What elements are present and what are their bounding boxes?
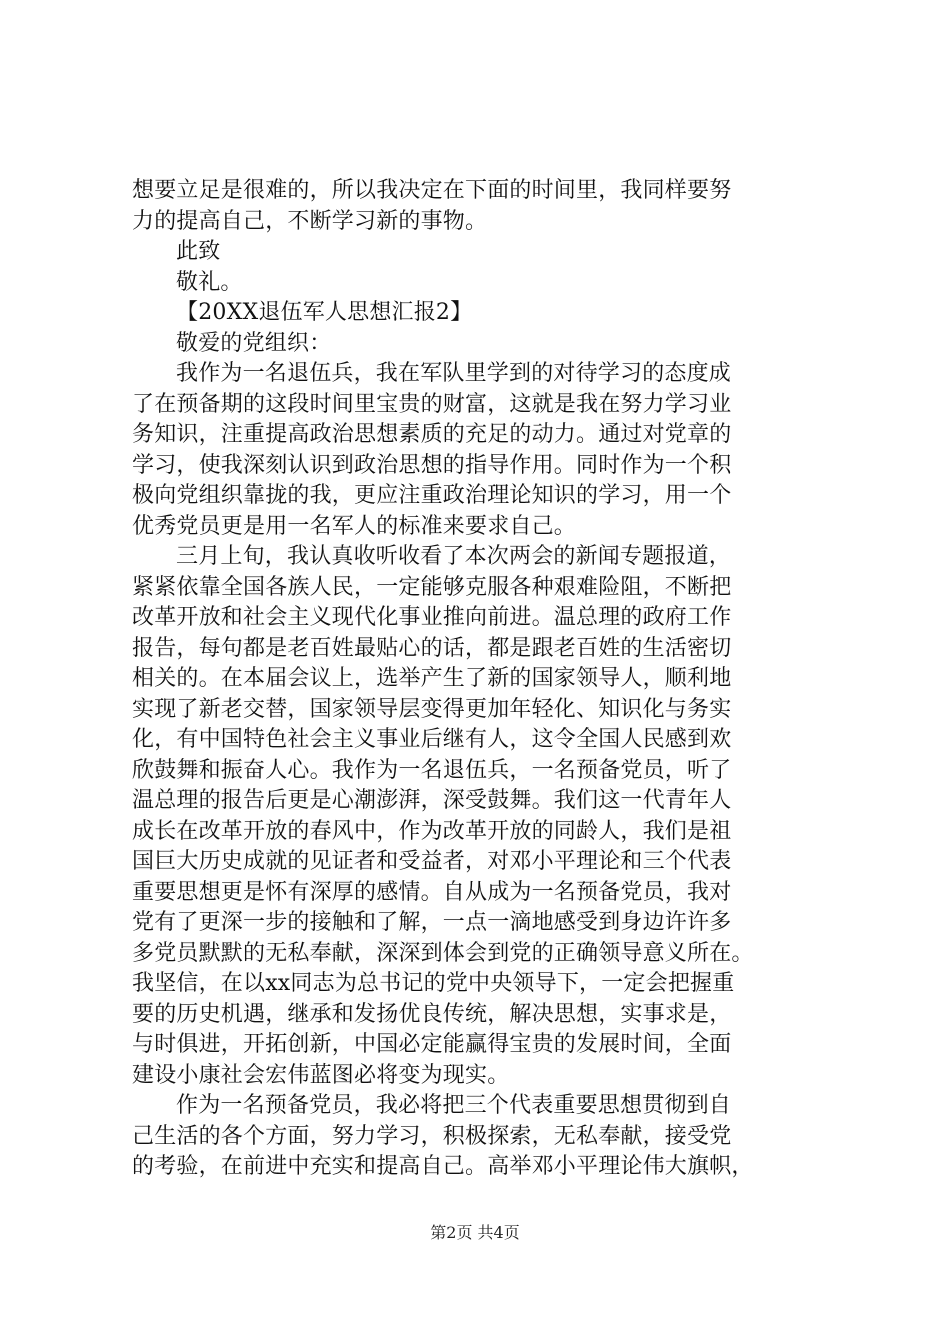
text-line: 的考验，在前进中充实和提高自己。高举邓小平理论伟大旗帜， [132, 1154, 754, 1179]
text-line: 紧紧依靠全国各族人民，一定能够克服各种艰难险阻，不断把 [132, 574, 732, 600]
text-line: 三月上旬，我认真收听收看了本次两会的新闻专题报道， [176, 544, 732, 569]
text-line: 敬礼。 [176, 269, 243, 295]
text-line: 己生活的各个方面，努力学习，积极探索，无私奉献，接受党 [132, 1123, 732, 1149]
text-line: 想要立足是很难的，所以我决定在下面的时间里，我同样要努 [132, 178, 732, 203]
text-line: 了在预备期的这段时间里宝贵的财富，这就是我在努力学习业 [132, 391, 732, 417]
text-line: 国巨大历史成就的见证者和受益者，对邓小平理论和三个代表 [132, 849, 732, 874]
text-line: 相关的。在本届会议上，选举产生了新的国家领导人，顺利地 [132, 666, 732, 691]
text-line: 我坚信，在以xx同志为总书记的党中央领导下，一定会把握重 [132, 971, 735, 996]
text-line: 敬爱的党组织： [176, 330, 332, 356]
text-line: 务知识，注重提高政治思想素质的充足的动力。通过对党章的 [132, 422, 732, 447]
text-line: 建设小康社会宏伟蓝图必将变为现实。 [132, 1062, 510, 1088]
text-line: 党有了更深一步的接触和了解，一点一滴地感受到身边许许多 [132, 910, 732, 935]
text-line: 实现了新老交替，国家领导层变得更加年轻化、知识化与务实 [132, 696, 732, 722]
text-line: 欣鼓舞和振奋人心。我作为一名退伍兵，一名预备党员，听了 [132, 757, 732, 783]
text-line: 要的历史机遇，继承和发扬优良传统，解决思想，实事求是， [132, 1001, 732, 1027]
text-line: 学习，使我深刻认识到政治思想的指导作用。同时作为一个积 [132, 452, 732, 478]
text-line: 作为一名预备党员，我必将把三个代表重要思想贯彻到自 [176, 1093, 732, 1118]
document-body [132, 176, 832, 1183]
text-line: 优秀党员更是用一名军人的标准来要求自己。 [132, 513, 577, 539]
text-line: 极向党组织靠拢的我，更应注重政治理论知识的学习，用一个 [132, 483, 732, 508]
text-line: 成长在改革开放的春风中，作为改革开放的同龄人，我们是祖 [132, 818, 732, 844]
text-line: 温总理的报告后更是心潮澎湃，深受鼓舞。我们这一代青年人 [132, 788, 732, 813]
text-line: 多党员默默的无私奉献，深深到体会到党的正确领导意义所在。 [132, 940, 754, 966]
text-line: 重要思想更是怀有深厚的感情。自从成为一名预备党员，我对 [132, 879, 732, 905]
text-line: 改革开放和社会主义现代化事业推向前进。温总理的政府工作 [132, 605, 732, 630]
text-line: 化，有中国特色社会主义事业后继有人，这令全国人民感到欢 [132, 727, 732, 752]
text-line: 我作为一名退伍兵，我在军队里学到的对待学习的态度成 [176, 361, 732, 386]
text-line: 报告，每句都是老百姓最贴心的话，都是跟老百姓的生活密切 [132, 635, 732, 661]
text-line: 此致 [176, 239, 221, 264]
text-line: 力的提高自己，不断学习新的事物。 [132, 208, 488, 234]
page-footer: 第2页 共4页 [430, 1223, 520, 1242]
text-line: 与时俱进，开拓创新，中国必定能赢得宝贵的发展时间，全面 [132, 1032, 732, 1057]
text-line: 【20XX退伍军人思想汇报2】 [176, 300, 473, 325]
